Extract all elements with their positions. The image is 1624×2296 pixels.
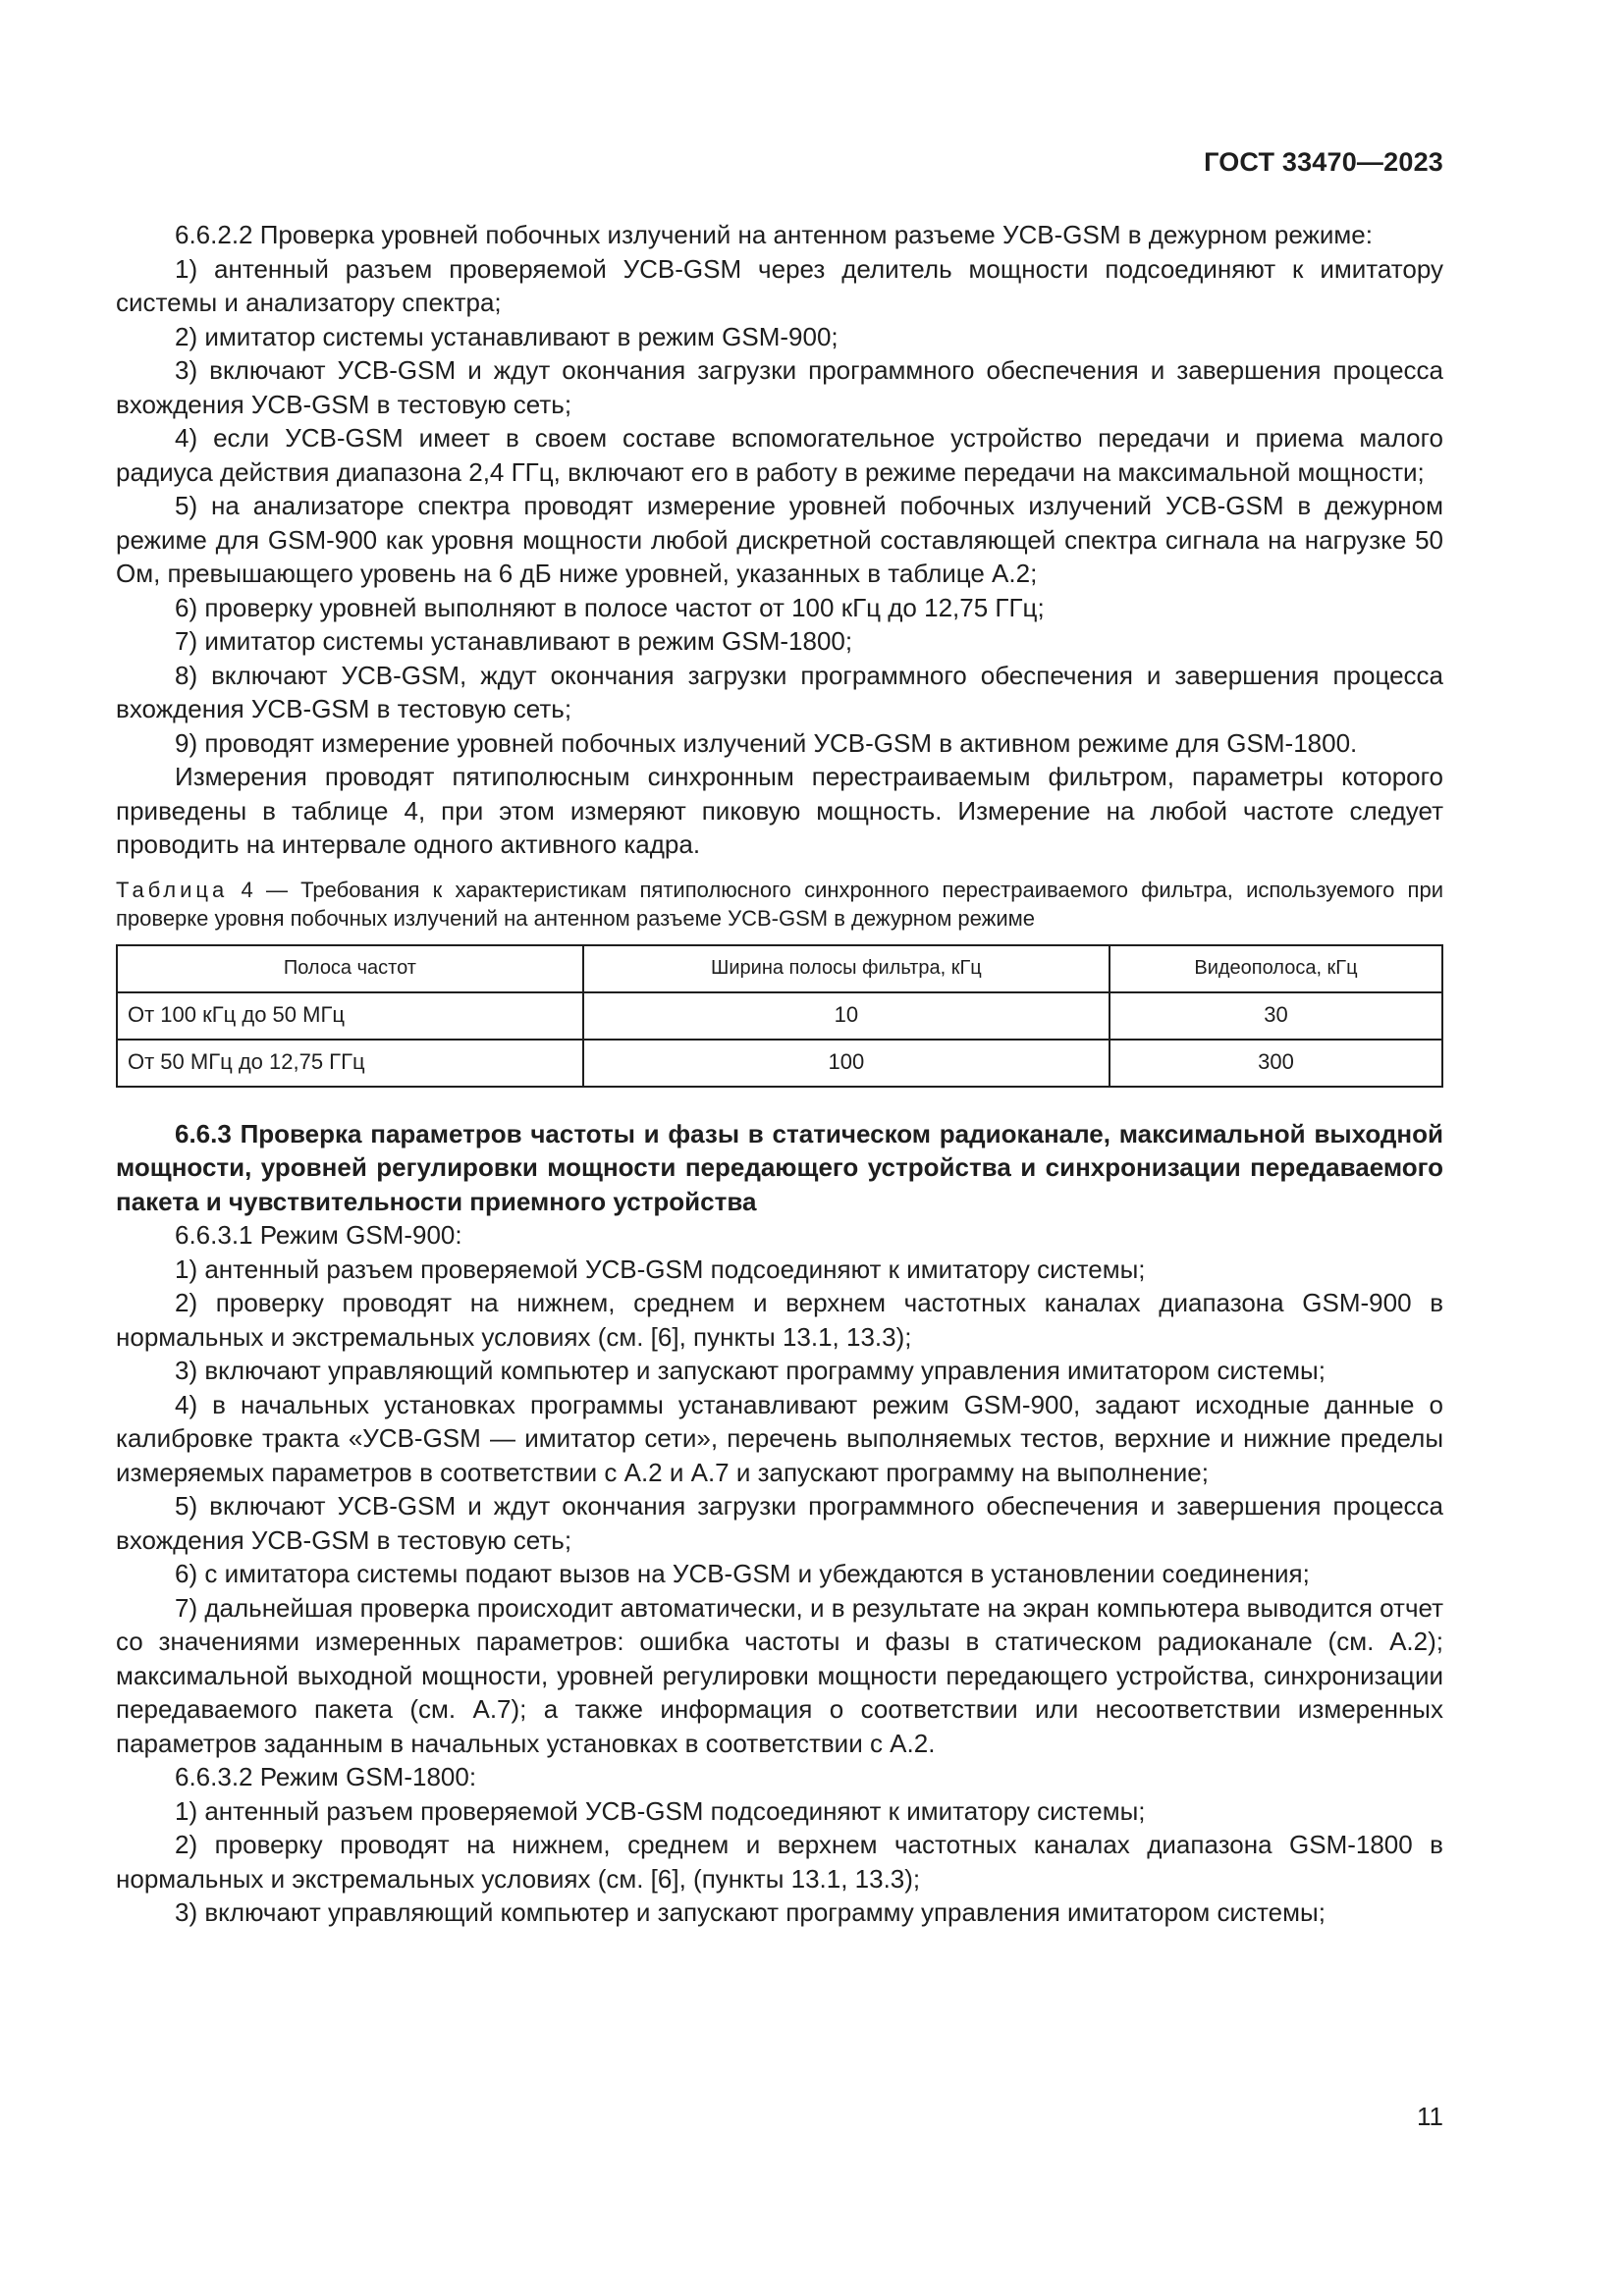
list-item: 3) включают управляющий компьютер и запускают программу управления имитатором системы;	[175, 1356, 1326, 1385]
list-item: 4) если УСВ-GSM имеет в своем составе вспомогательное устройство передачи и приема малого радиуса действия диапазона 2,4 ГГц, включают его в работу в режиме передачи на максимальной мощности;	[116, 423, 1443, 487]
list-item: 6) проверку уровней выполняют в полосе частот от 100 кГц до 12,75 ГГц;	[175, 592, 1045, 622]
subsection-title-6-6-3-1: 6.6.3.1 Режим GSM-900:	[175, 1220, 462, 1250]
list-item: 9) проводят измерение уровней побочных излучений УСВ-GSM в активном режиме для GSM-1800.	[175, 727, 1358, 758]
table-cell: 300	[1110, 1040, 1442, 1087]
list-item: 5) на анализаторе спектра проводят измерение уровней побочных излучений УСВ-GSM в дежурном режиме для GSM-900 как уровня мощности любой дискретной составляющей спектра сигнала на нагрузке 50 Ом, превышающего уровень на 6 дБ ниже уровней, указанных в таблице А.2;	[116, 491, 1443, 588]
document-id-header: ГОСТ 33470—2023	[1204, 147, 1443, 177]
table-cell: От 100 кГц до 50 МГц	[117, 992, 583, 1040]
table-cell: 30	[1110, 992, 1442, 1040]
table-caption	[116, 876, 1443, 933]
table-row	[117, 1040, 1442, 1087]
paragraph-6-6-2-2-intro: 6.6.2.2 Проверка уровней побочных излучений на антенном разъеме УСВ-GSM в дежурном режиме:	[175, 220, 1373, 249]
section-heading-6-6-3: 6.6.3 Проверка параметров частоты и фазы в статическом радиоканале, максимальной выходной мощности, уровней регулировки мощности передающего устройства и синхронизации передаваемого пакета и чувствительности приемного устройства	[116, 1118, 1443, 1216]
table-cell: От 50 МГц до 12,75 ГГц	[117, 1040, 583, 1087]
filter-requirements-table	[116, 944, 1443, 1088]
list-item: 7) имитатор системы устанавливают в режим GSM-1800;	[175, 626, 853, 656]
table-cell: 10	[583, 992, 1110, 1040]
page-number: 11	[1417, 2102, 1443, 2131]
column-header: Видеополоса, кГц	[1110, 945, 1442, 992]
page-content	[116, 218, 1443, 1930]
table-row	[117, 992, 1442, 1040]
column-header: Ширина полосы фильтра, кГц	[583, 945, 1110, 992]
table-cell: 100	[583, 1040, 1110, 1087]
list-item: 1) антенный разъем проверяемой УСВ-GSM подсоединяют к имитатору системы;	[175, 1254, 1146, 1284]
list-item: 7) дальнейшая проверка происходит автоматически, и в результате на экран компьютера выводится отчет со значениями измеренных параметров: ошибка частоты и фазы в статическом радиоканале (см. А.2); максимальной выходной мощности, уровней регулировки мощности передающего устройства, синхронизации передаваемого пакета (см. А.7); а также информация о соответствии или несоответствии измеренных параметров заданным в начальных установках в соответствии с А.2.	[116, 1592, 1444, 1758]
table-caption-label: Таблица	[116, 877, 229, 902]
column-header: Полоса частот	[117, 945, 583, 992]
subsection-title-6-6-3-2: 6.6.3.2 Режим GSM-1800:	[175, 1762, 477, 1791]
list-item: 1) антенный разъем проверяемой УСВ-GSM через делитель мощности подсоединяют к имитатору системы и анализатору спектра;	[116, 253, 1443, 317]
table-header-row	[117, 945, 1442, 992]
list-item: 5) включают УСВ-GSM и ждут окончания загрузки программного обеспечения и завершения процесса вхождения УСВ-GSM в тестовую сеть;	[116, 1491, 1443, 1555]
list-item: 4) в начальных установках программы устанавливают режим GSM-900, задают исходные данные о калибровке тракта «УСВ-GSM — имитатор сети», перечень выполняемых тестов, верхние и нижние пределы измеряемых параметров в соответствии с А.2 и А.7 и запускают программу на выполнение;	[116, 1389, 1443, 1487]
list-item: 6) с имитатора системы подают вызов на УСВ-GSM и убеждаются в установлении соединения;	[175, 1559, 1310, 1588]
list-item: 1) антенный разъем проверяемой УСВ-GSM подсоединяют к имитатору системы;	[175, 1795, 1146, 1826]
list-item: 3) включают УСВ-GSM и ждут окончания загрузки программного обеспечения и завершения процесса вхождения УСВ-GSM в тестовую сеть;	[116, 355, 1443, 419]
list-item: 8) включают УСВ-GSM, ждут окончания загрузки программного обеспечения и завершения процесса вхождения УСВ-GSM в тестовую сеть;	[116, 660, 1443, 723]
list-item: 2) проверку проводят на нижнем, среднем и верхнем частотных каналах диапазона GSM-1800 в нормальных и экстремальных условиях (см. [6], (пункты 13.1, 13.3);	[116, 1830, 1443, 1894]
list-item: 2) проверку проводят на нижнем, среднем и верхнем частотных каналах диапазона GSM-900 в нормальных и экстремальных условиях (см. [6], пункты 13.1, 13.3);	[116, 1288, 1443, 1352]
list-item: 3) включают управляющий компьютер и запускают программу управления имитатором системы;	[175, 1897, 1326, 1927]
list-item: 2) имитатор системы устанавливают в режим GSM-900;	[175, 321, 839, 351]
table-caption-text: 4 — Требования к характеристикам пятиполюсного синхронного перестраиваемого фильтра, используемого при проверке уровня побочных излучений на антенном разъеме УСВ-GSM в дежурном режиме	[116, 877, 1443, 931]
measurement-note: Измерения проводят пятиполюсным синхронным перестраиваемым фильтром, параметры которого приведены в таблице 4, при этом измеряют пиковую мощность. Измерение на любой частоте следует проводить на интервале одного активного кадра.	[116, 762, 1443, 859]
